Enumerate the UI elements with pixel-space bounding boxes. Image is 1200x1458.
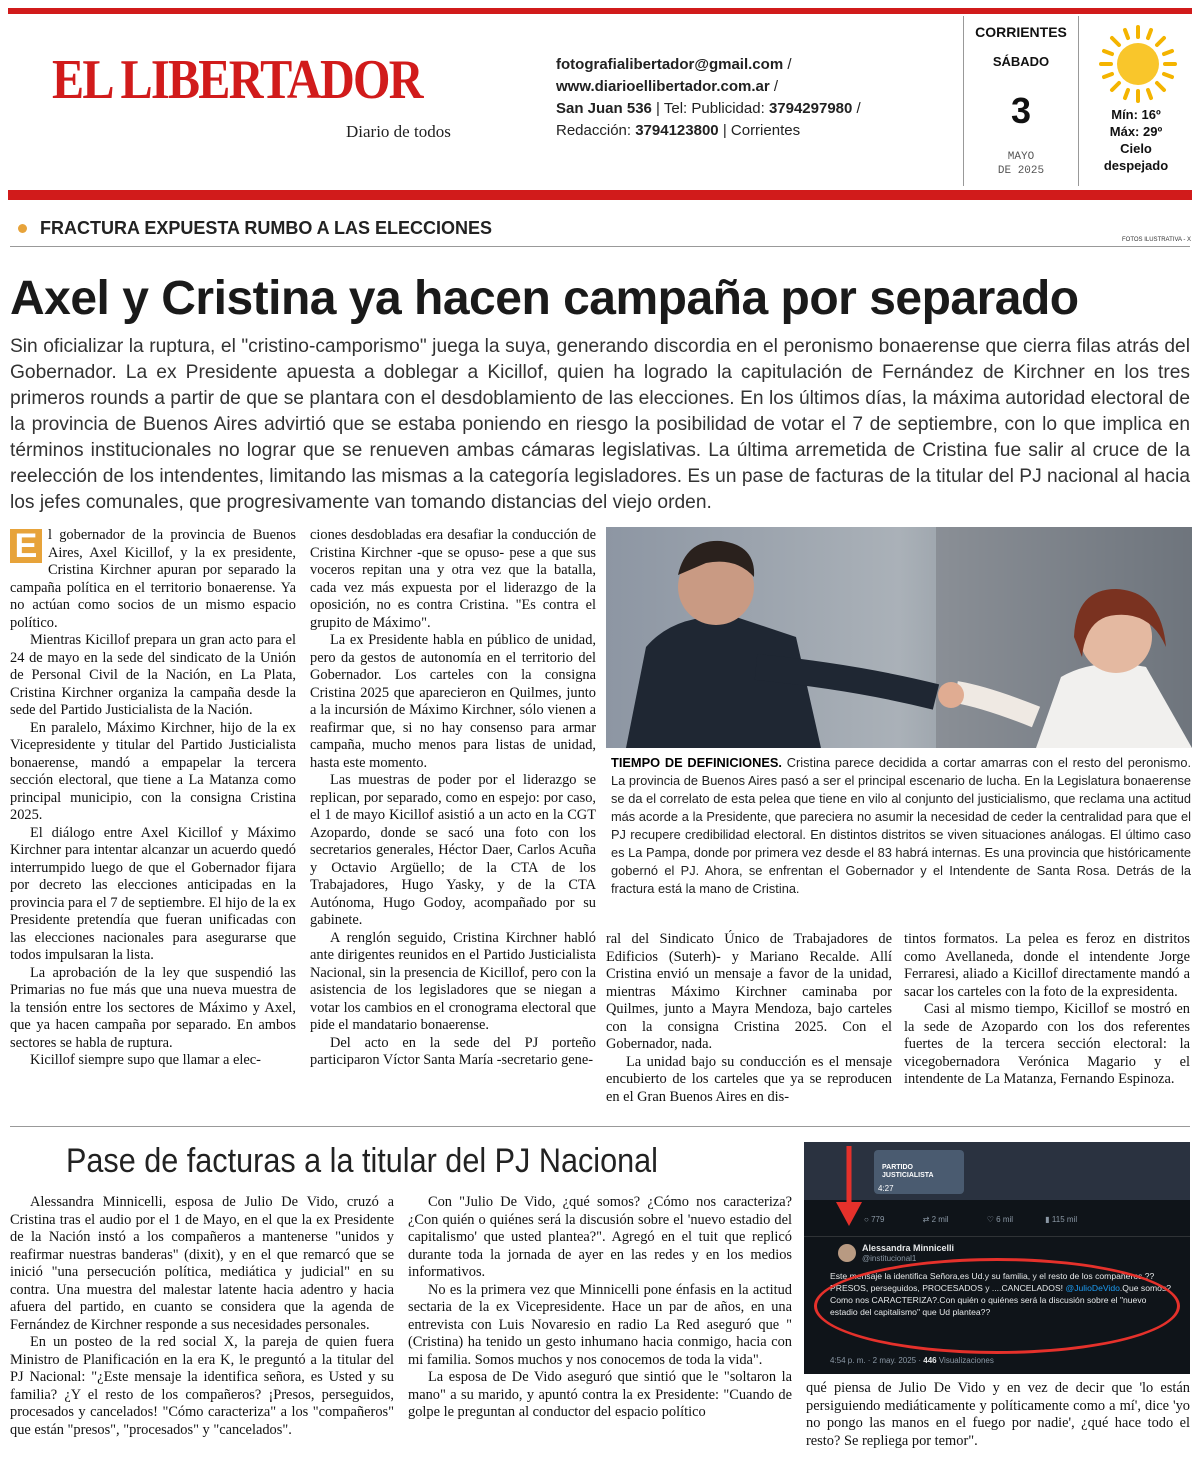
second-col2-p2: No es la primera vez que Minnicelli pone énfasis en la actitud sectaria de la ex Vicepresidente. Hace un par de años, en una entrevista con Luis Novaresio en radio La Red aseguró que "(Cristina) ha tenido un gesto inhumano hacia conmigo, hacia con mi familia. Somos muchos y nos conocemos de toda la vida". — [408, 1281, 792, 1368]
second-col1-p1: Alessandra Minnicelli, esposa de Julio De Vido, cruzó a Cristina tras el audio por el 1 de Mayo, en el que la ex Presidente de la Nación instó a los compañeros a mantenerse "unidos y reafirmar nuestras banderas" (dixit), y en el que remarcó que se inició "una persecución política, mediática y judicial" en su contra. Una muestra del malestar latente hacia adentro y hacia afuera del partido, en cuanto se considera que la agenda de Fernández de Kirchner responde a sus necesidades personales. — [10, 1194, 394, 1333]
contact-website[interactable]: www.diarioellibertador.com.ar — [556, 78, 770, 95]
masthead-title: EL LIBERTADOR — [52, 49, 422, 111]
tweet-mention[interactable]: @JulioDeVido — [1065, 1283, 1120, 1293]
photo-caption — [611, 754, 1191, 898]
like-icon[interactable]: ♡ — [986, 1215, 994, 1224]
contact-tel: 3794297980 — [768, 100, 853, 117]
article-column-1 — [10, 527, 296, 1070]
kicker: FRACTURA EXPUESTA RUMBO A LAS ELECCIONES — [40, 218, 493, 238]
date-month-name: MAYO — [1007, 151, 1035, 163]
masthead-subtitle: Diario de todos — [346, 122, 451, 141]
contact-redaccion: 3794123800 — [635, 122, 719, 139]
article-col1-p4: El diálogo entre Axel Kicillof y Máximo Kirchner para intentar alcanzar un acuerdo quedó interrumpido luego de que el Gobernador fijara por decreto las elecciones anticipadas en la provincia para el 7 de septiembre. El hijo de la ex Presidente pretendía que fueran unificadas con las elecciones nacionales para asegurarse que todos impulsaran la lista. — [10, 824, 296, 963]
section-divider — [10, 1126, 1190, 1127]
weather-max: Máx: 29º — [1109, 124, 1163, 139]
second-col2-p3: La esposa de De Vido aseguró que sintió que le "soltaron la mano" a su marido, y apuntó contra la ex Presidente: "Cuando de golpe le preguntan al conductor del espacio político — [408, 1369, 792, 1420]
article-col1-p5: La aprobación de la ley que suspendió las Primarias no fue más que una nueva muestra de la tensión entre los sectores de Máximo y Axel, que ya hacen campaña por separado. En ambos sectores se habla de ruptura. — [10, 964, 296, 1051]
tweet-timestamp: 4:54 p. m. · 2 may. 2025 · 446 Visualizaciones — [830, 1356, 994, 1365]
date-city: CORRIENTES — [975, 24, 1067, 40]
second-column-1 — [10, 1194, 394, 1439]
article-column-3 — [606, 931, 892, 1106]
date-month — [964, 150, 1078, 178]
headline: Axel y Cristina ya hacen campaña por separado — [10, 272, 1079, 325]
article-col3-p1: ral del Sindicato Único de Trabajadores de Edificios (Suterh)- y Mariano Recalde. Allí Cristina envió un mensaje a favor de la unidad, mientras Máximo Kirchner caminaba por Quilmes, junto a Mayra Mendoza, bajo carteles con la consigna Cristina 2025. Con el Gobernador, nada. — [606, 931, 892, 1052]
kicker-rule — [10, 246, 1190, 247]
contact-block: fotografialibertador@gmail.com / www.diarioellibertador.com.ar / San Juan 536 | Tel: Publicidad: 3794297980 / Redacción: 3794123800 | Corrientes — [556, 56, 861, 139]
date-day: 3 — [1010, 90, 1032, 131]
kicker-bullet-icon — [18, 224, 27, 233]
contact-city: Corrientes — [730, 122, 801, 139]
avatar[interactable] — [838, 1244, 856, 1262]
article-col2-p4: A renglón seguido, Cristina Kirchner habló ante dirigentes reunidos en el Partido Justicialista Nacional, sin la presencia de Kicillof, pero con la asistencia de los legisladores que se niegan a votar los cambios en el cronograma electoral que pide el mandatario bonaerense. — [310, 929, 596, 1033]
date-weekday: SÁBADO — [992, 54, 1050, 69]
contact-address: San Juan 536 — [556, 100, 652, 117]
dropcap: E — [10, 529, 42, 563]
photo-caption-text: Cristina parece decidida a cortar amarras con el resto del peronismo. La provincia de Buenos Aires pasó a ser el principal escenario de lucha. En la Legislatura bonaerense se da el correlato de esta pelea que tiene en vilo al conjunto del justicialismo, que reclama una actitud más acorde a la Presidente, que pareciera no asumir la necesidad de ceder la centralidad para que el PJ recupere credibilidad electoral. En distintos distritos se viven situaciones análogas. El último caso es La Pampa, donde por primera vez desde el 83 habrá internas. Es una provincia que históricamente gobernó el PJ. Ahora, se enfrentan el Gobernador y el Intendente de Santa Rosa. Detrás de la fractura está la mano de Cristina. — [611, 755, 1192, 896]
sun-icon — [1098, 24, 1178, 104]
second-headline: Pase de facturas a la titular del PJ Nacional — [66, 1142, 658, 1180]
photo-credit: FOTOS ILUSTRATIVA - X — [1122, 237, 1192, 243]
contact-tel-label: Tel: Publicidad: — [663, 100, 765, 117]
retweet-icon[interactable]: ⇄ — [922, 1215, 930, 1224]
date-year: DE 2025 — [997, 165, 1045, 177]
article-col2-p3: Las muestras de poder por el liderazgo se replican, por separado, como en espejo: por caso, el 1 de mayo Kicillof asistió a un acto en la CGT Azopardo, donde se sacó una foto con los secretarios generales, Héctor Daer, Carlos Acuña y Octavio Argüello; de la CTA de los Trabajadores, Hugo Yasky, y de la CTA Autónoma, Hugo Godoy, acompañado por su gabinete. — [310, 772, 596, 928]
highlight-ellipse — [814, 1258, 1180, 1354]
second-column-3 — [806, 1380, 1190, 1450]
article-col1-p6: Kicillof siempre supo que llamar a elec- — [30, 1052, 261, 1068]
article-column-4 — [904, 931, 1190, 1089]
reply-icon[interactable]: ○ — [864, 1215, 869, 1224]
contact-email[interactable]: fotografialibertador@gmail.com — [556, 56, 784, 73]
photo-caption-label: TIEMPO DE DEFINICIONES. — [611, 755, 782, 770]
article-col2-p5: Del acto en la sede del PJ porteño participaron Víctor Santa María -secretario gene- — [310, 1034, 596, 1068]
second-col2-p1: Con "Julio De Vido, ¿qué somos? ¿Cómo nos caracteriza? ¿Con quién o quiénes será la discusión sobre el 'nuevo estadio del capitalismo' que usted plantea?". Agregó en el tuit que replicó durante toda la jornada de ayer en las redes y en los medios informativos. — [408, 1194, 792, 1280]
weather-condition-1: Cielo — [1120, 141, 1152, 156]
article-col2-p1: ciones desdobladas era desafiar la conducción de Cristina Kirchner -que se opuso- pese a que sus voceros repitan una y otra vez que la batalla, cada vez más expuesta por el liderazgo de la oposición, no es contra Cristina. "Es contra el grupito de Máximo". — [310, 527, 596, 631]
article-col4-p2: Casi al mismo tiempo, Kicillof se mostró en la sede de Azopardo con los dos referentes fuertes de la tercera sección electoral: la vicegobernadora Verónica Magario y el intendente de La Matanza, Fernando Espinoza. — [904, 1001, 1190, 1087]
arrow-down-icon — [834, 1146, 864, 1228]
tweet-divider — [804, 1236, 1190, 1237]
weather-min: Mín: 16º — [1111, 107, 1161, 122]
tweet-text: Este mensaje la identifica Señora,es Ud.y su familia, y el resto de los compañeros ?? PRESOS, perseguidos, PROCESADOS y ....CANCELADOS! @JulioDeVido.Que somos? Como nos CARACTERIZA?.Con quién o quiénes será la discusión sobre el "nuevo estadio del capitalismo" que Ud plantea?? — [830, 1271, 1172, 1317]
tweet-author[interactable]: Alessandra Minnicelli — [862, 1243, 955, 1253]
weather-block — [1090, 106, 1182, 174]
article-col1-p1: E l gobernador de la provincia de Buenos Aires, Axel Kicillof, y la ex presidente, Cristina Kirchner apuran por separado la campaña política en el territorio bonaerense. Ya no actúan como socios de un mismo espacio político. — [10, 527, 296, 631]
tweet-screenshot — [804, 1142, 1190, 1374]
masthead-bottom-rule — [8, 190, 1192, 200]
article-col3-p2: La unidad bajo su conducción es el mensaje encubierto de los carteles que ya se reproducen en el Gran Buenos Aires en dis- — [606, 1053, 892, 1105]
tweet-video-card: PARTIDO JUSTICIALISTA — [874, 1150, 964, 1194]
contact-redaccion-label: Redacción: — [556, 122, 632, 139]
date-box — [963, 16, 1079, 186]
article-col1-p2: Mientras Kicillof prepara un gran acto para el 24 de mayo en la sede del sindicato de la Unión de Personal Civil de la Nación, en La Plata, Cristina Kirchner organiza la campaña desde la sede del Partido Justicialista de la Nación. — [10, 632, 296, 718]
article-column-2 — [310, 527, 596, 1070]
tweet-handle[interactable]: @institucional1 — [862, 1254, 917, 1263]
top-rule — [8, 8, 1192, 14]
lead-paragraph: Sin oficializar la ruptura, el "cristino-camporismo" juega la suya, generando discordia en el peronismo bonaerense que cierra filas atrás del Gobernador. La ex Presidente apuesta a doblegar a Kicillof, quien ha logrado la capitulación de Fernández de Kirchner en los tres primeros rounds a partir de que se plantara con el desdoblamiento de las elecciones. En los últimos días, la máxima autoridad electoral de la provincia de Buenos Aires advirtió que se estaba poniendo en riesgo la posibilidad de votar el 7 de septiembre, con lo que implica en términos institucionales no lograr que se renueven ambas cámaras legislativas. La última arremetida de Cristina fue salir al cruce de la reelección de los intendentes, limitando las mismas a la categoría legisladores. Es un pase de facturas de la titular del PJ nacional al hacia los jefes comunales, que progresivamente van tomando distancias del viejo orden. — [10, 336, 1190, 513]
weather-condition-2: despejado — [1103, 158, 1169, 173]
article-photo — [606, 527, 1192, 748]
tweet-metrics: ○ 779 ⇄ 2 mil ♡ 6 mil ▮ 115 mil — [864, 1215, 1078, 1224]
second-column-2 — [408, 1194, 792, 1422]
article-col2-p2: La ex Presidente habla en público de unidad, pero da gestos de autonomía en el territorio del Gobernador. Los carteles con la consigna Cristina 2025 que aparecieron en Quilmes, junto a la incursión de Máximo Kirchner, sólo vienen a reafirmar que, si no hay consenso para armar campaña, mucho menos para listas de unidad, hasta este momento. — [310, 632, 596, 771]
article-col1-p3: En paralelo, Máximo Kirchner, hijo de la ex Vicepresidente y titular del Partido Justicialista bonaerense, mandó a empapelar la tercera sección electoral, que tiene a La Matanza como principal municipio, con la consigna Cristina 2025. — [10, 719, 296, 823]
tweet-video-time: 4:27 — [878, 1184, 894, 1193]
article-col4-p1: tintos formatos. La pelea es feroz en distritos como Avellaneda, donde el intendente Jorge Ferraresi, aliado a Kicillof directamente mandó a sacar los carteles con la foto de la expresidenta. — [904, 931, 1190, 1000]
views-icon: ▮ — [1045, 1215, 1050, 1224]
second-col1-p2: En un posteo de la red social X, la pareja de quien fuera Ministro de Planificación en la era K, le preguntó a la titular del PJ Nacional: "¿Este mensaje la identifica señora, es Usted y su familia? ¿Y el resto de los compañeros? ¡Presos, perseguidos, procesados y cancelados! "Cómo caracteriza" a los "compañeros" que están "presos", "procesados" y "cancelados". — [10, 1334, 394, 1438]
second-col3-p1: qué piensa de Julio De Vido y en vez de decir que 'lo están persiguiendo mediáticamente y políticamente como a mí', dice 'yo no pongo las manos en el fuego por nadie', ¿qué hace todo el resto? Se repliega por temor". — [806, 1380, 1190, 1449]
